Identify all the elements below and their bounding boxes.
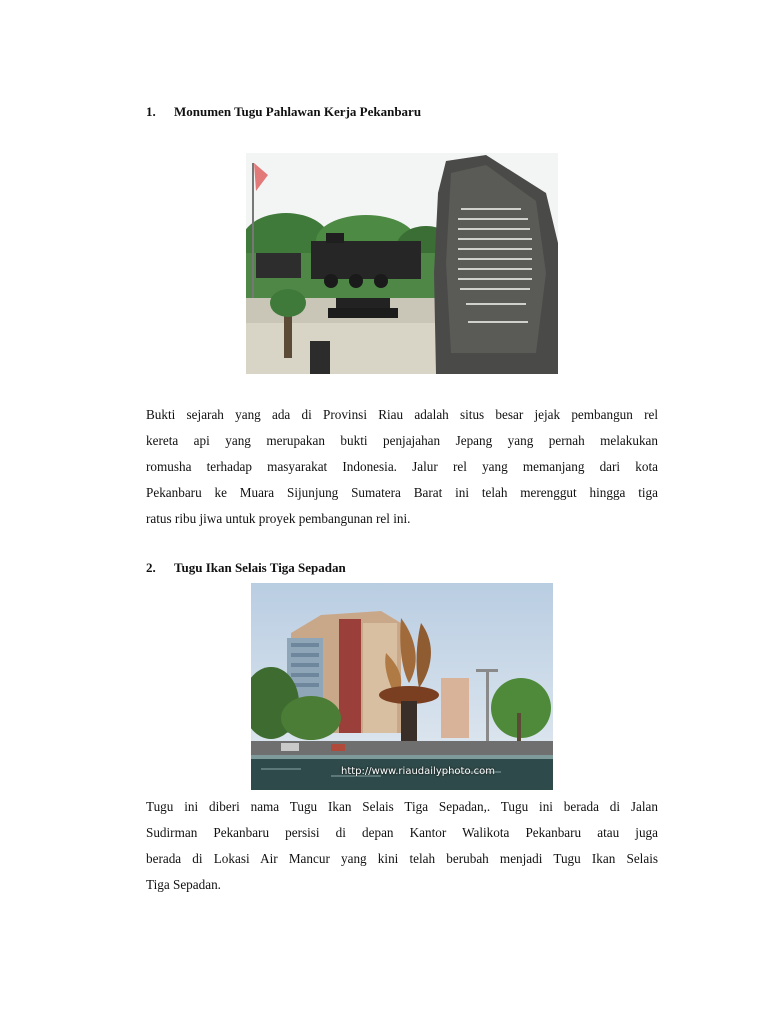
monument-photo <box>246 153 558 374</box>
photo-watermark: http://www.riaudailyphoto.com <box>341 766 495 777</box>
paragraph-line: berada di Lokasi Air Mancur yang kini telah berubah menjadi Tugu Ikan Selais <box>146 851 658 866</box>
paragraph-line: Tugu ini diberi nama Tugu Ikan Selais Tiga Sepadan,. Tugu ini berada di Jalan <box>146 799 658 814</box>
fish-statue-photo <box>251 583 553 790</box>
section-title: Tugu Ikan Selais Tiga Sepadan <box>174 560 346 575</box>
paragraph-line: ratus ribu jiwa untuk proyek pembangunan rel ini. <box>146 511 411 526</box>
fish-statue-photo-icon <box>251 583 553 790</box>
section-paragraph-1 <box>146 402 658 532</box>
paragraph-line: Tiga Sepadan. <box>146 877 221 892</box>
section-heading-1 <box>146 104 421 120</box>
section-heading-2 <box>146 560 346 576</box>
paragraph-line: romusha terhadap masyarakat Indonesia. Jalur rel yang memanjang dari kota <box>146 459 658 474</box>
section-paragraph-2 <box>146 794 658 898</box>
paragraph-line: Bukti sejarah yang ada di Provinsi Riau adalah situs besar jejak pembangun rel <box>146 407 658 422</box>
paragraph-line: Sudirman Pekanbaru persisi di depan Kantor Walikota Pekanbaru atau juga <box>146 825 658 840</box>
section-number: 2. <box>146 560 156 575</box>
paragraph-line: kereta api yang merupakan bukti penjajahan Jepang yang pernah melakukan <box>146 433 658 448</box>
paragraph-line: Pekanbaru ke Muara Sijunjung Sumatera Barat ini telah merenggut hingga tiga <box>146 485 658 500</box>
section-title: Monumen Tugu Pahlawan Kerja Pekanbaru <box>174 104 422 119</box>
monument-photo-icon <box>246 153 558 374</box>
section-number: 1. <box>146 104 156 119</box>
